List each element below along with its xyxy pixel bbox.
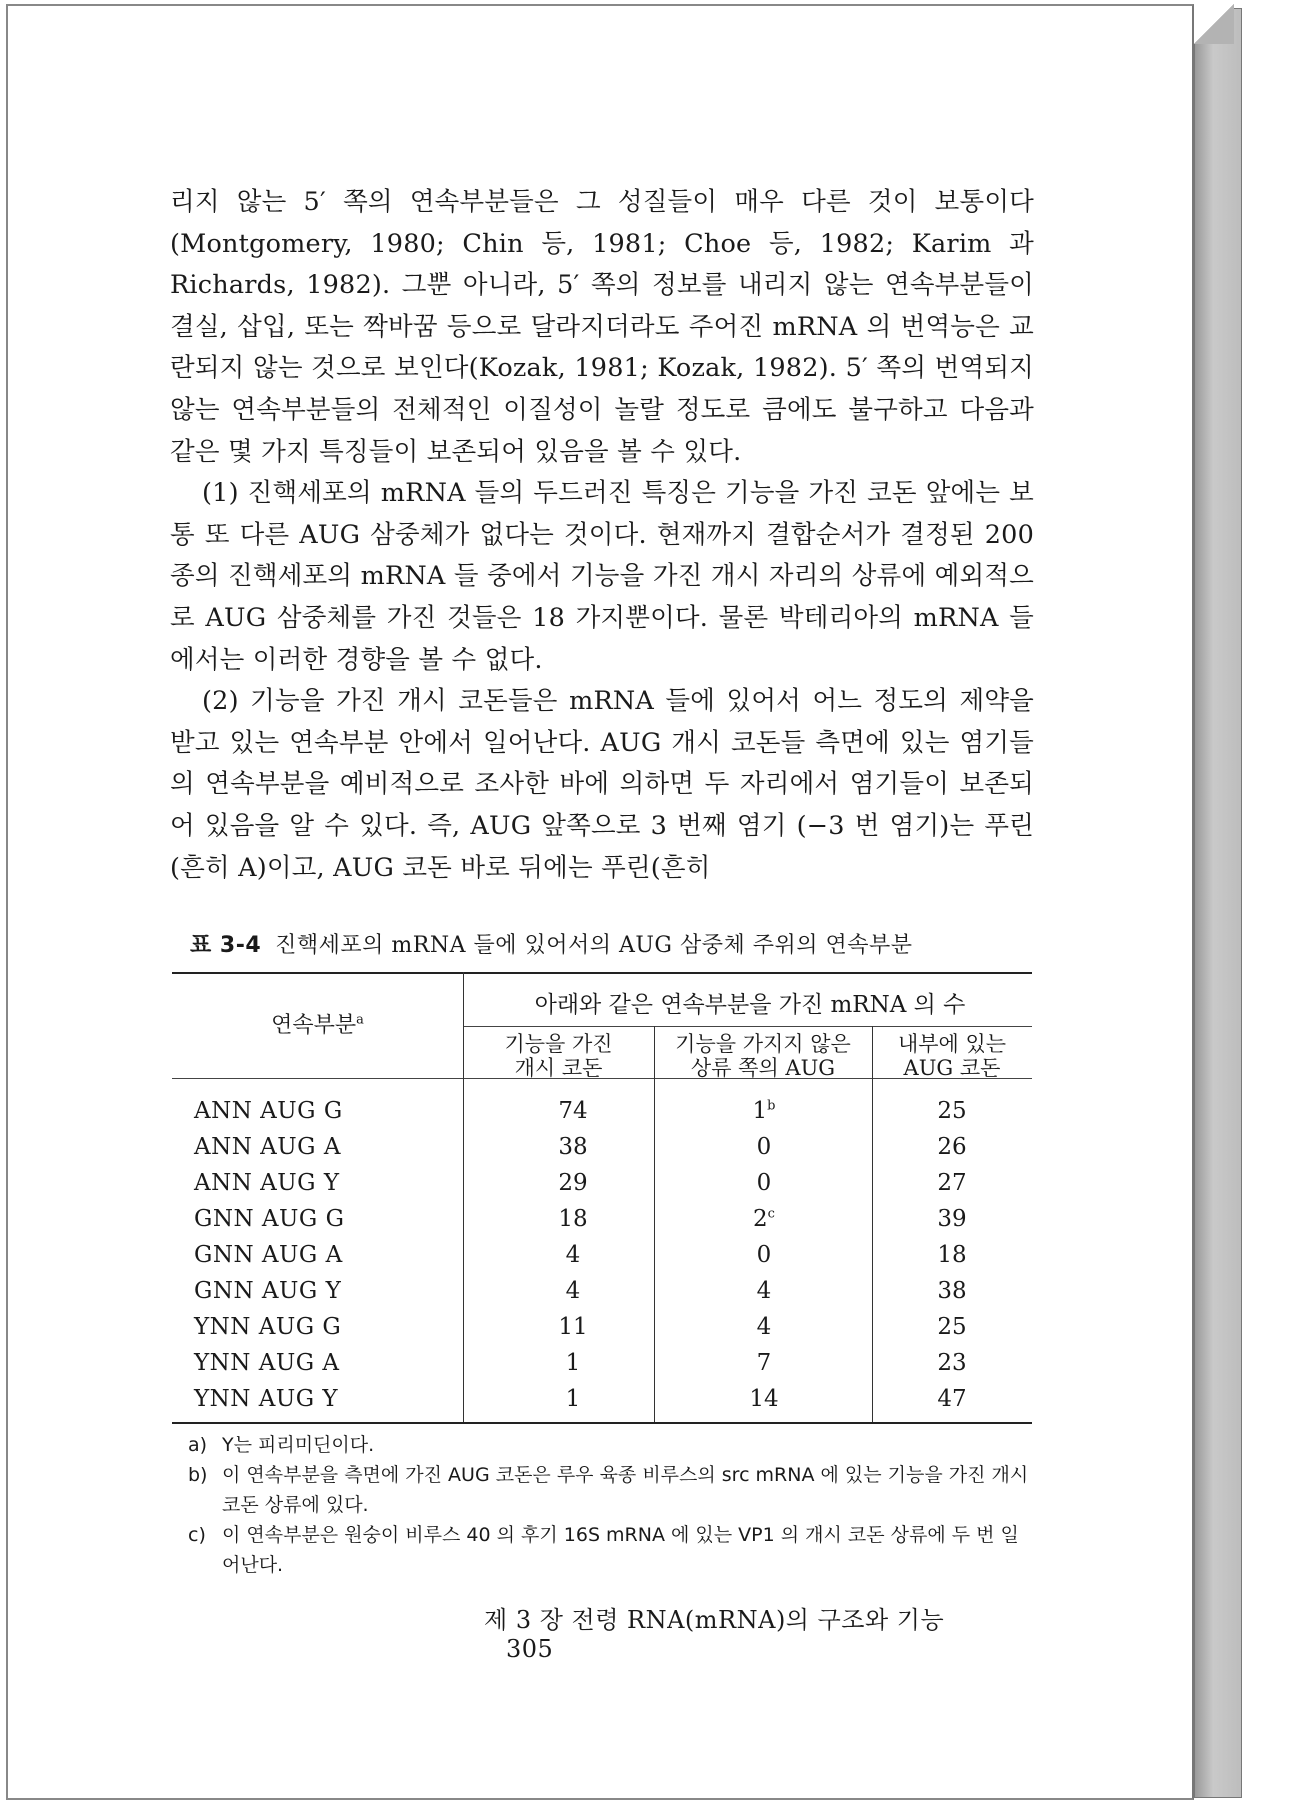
table-caption [190, 928, 990, 959]
table-bottom-rule [172, 1422, 1032, 1424]
table-row: GNN AUG G 18 2$^c$ 39 [194, 1206, 967, 1232]
table-row: YNN AUG G 11 4 25 [194, 1314, 967, 1340]
paragraph-continuation: 리지 않는 5′ 쪽의 연속부분들은 그 성질들이 매우 다른 것이 보통이다 (Montgomery, 1980; Chin 등, 1981; Choe 등, 1982; Karim 과 Richards, 1982). 그뿐 아니라, 5′ 쪽의 정보를 내리지 않는 연속부분들이 결실, 삽입, 또는 짝바꿈 등으로 달라지더라도 주어진 mRNA 의 번역능은 교란되지 않는 것으로 보인다(Kozak, 1981; Kozak, 1982). 5′ 쪽의 번역되지 않는 연속부분들의 전체적인 이질성이 놀랄 정도로 큼에도 불구하고 다음과 같은 몇 가지 특징들이 보존되어 있음을 볼 수 있다. [170, 187, 1034, 467]
paragraph-feature-2: (2) 기능을 가진 개시 코돈들은 mRNA 들에 있어서 어느 정도의 제약을 받고 있는 연속부분 안에서 일어난다. AUG 개시 코돈들 측면에 있는 염기들의 연속부분을 예비적으로 조사한 바에 의하면 두 자리에서 염기들이 보존되어 있음을 알 수 있다. 즉, AUG 앞쪽으로 3 번째 염기 (−3 번 염기)는 푸린(흔히 A)이고, AUG 코돈 바로 뒤에는 푸린(흔히 [170, 686, 1034, 883]
running-footer [484, 1600, 1004, 1663]
table-row: GNN AUG Y 4 4 38 [194, 1278, 967, 1304]
paragraph-feature-1: (1) 진핵세포의 mRNA 들의 두드러진 특징은 기능을 가진 코돈 앞에는 보통 또 다른 AUG 삼중체가 없다는 것이다. 현재까지 결합순서가 결정된 200 종의 진핵세포의 mRNA 들 중에서 기능을 가진 개시 자리의 상류에 예외적으로 AUG 삼중체를 가진 것들은 18 가지뿐이다. 물론 박테리아의 mRNA 들에서는 이러한 경향을 볼 수 없다. [170, 478, 1034, 675]
table-subheader-rule [463, 1026, 1032, 1027]
header-internal-aug: 내부에 있는 AUG 코돈 [897, 1032, 1007, 1080]
table-label: 표 3-4 [190, 933, 262, 958]
book-spine-edge [1194, 8, 1242, 1798]
header-group: 아래와 같은 연속부분을 가진 mRNA 의 수 [534, 992, 966, 1018]
table-row: YNN AUG Y 1 14 47 [194, 1386, 967, 1412]
page-corner-fold [1194, 4, 1234, 44]
footnote: c) 이 연속부분은 원숭이 비루스 40 의 후기 16S mRNA 에 있는 VP1 의 개시 코돈 상류에 두 번 일어난다. [188, 1524, 1019, 1576]
body-text [170, 182, 1034, 889]
table-row: YNN AUG A 1 7 23 [194, 1350, 967, 1376]
table-footnotes [188, 1430, 1033, 1580]
table-row: ANN AUG G 74 1$^b$ 25 [194, 1098, 967, 1124]
footnote: a) Y는 피리미딘이다. [188, 1434, 375, 1456]
page-number: 305 [506, 1635, 554, 1663]
chapter-title: 제 3 장 전령 RNA(mRNA)의 구조와 기능 [484, 1606, 945, 1634]
table-row: ANN AUG A 38 0 26 [194, 1134, 967, 1160]
header-upstream-aug: 기능을 가지지 않은 상류 쪽의 AUG [675, 1032, 851, 1080]
header-functional-start: 기능을 가진 개시 코돈 [504, 1032, 613, 1080]
table-title: 진핵세포의 mRNA 들에 있어서의 AUG 삼중체 주위의 연속부분 [275, 933, 913, 958]
header-sequence: 연속부분$^a$ [271, 1012, 364, 1038]
table-top-rule [172, 972, 1032, 974]
table-row: ANN AUG Y 29 0 27 [194, 1170, 967, 1196]
footnote: b) 이 연속부분을 측면에 가진 AUG 코돈은 루우 육종 비루스의 src mRNA 에 있는 기능을 가진 개시 코돈 상류에 있다. [188, 1464, 1029, 1516]
table-row: GNN AUG A 4 0 18 [194, 1242, 967, 1268]
